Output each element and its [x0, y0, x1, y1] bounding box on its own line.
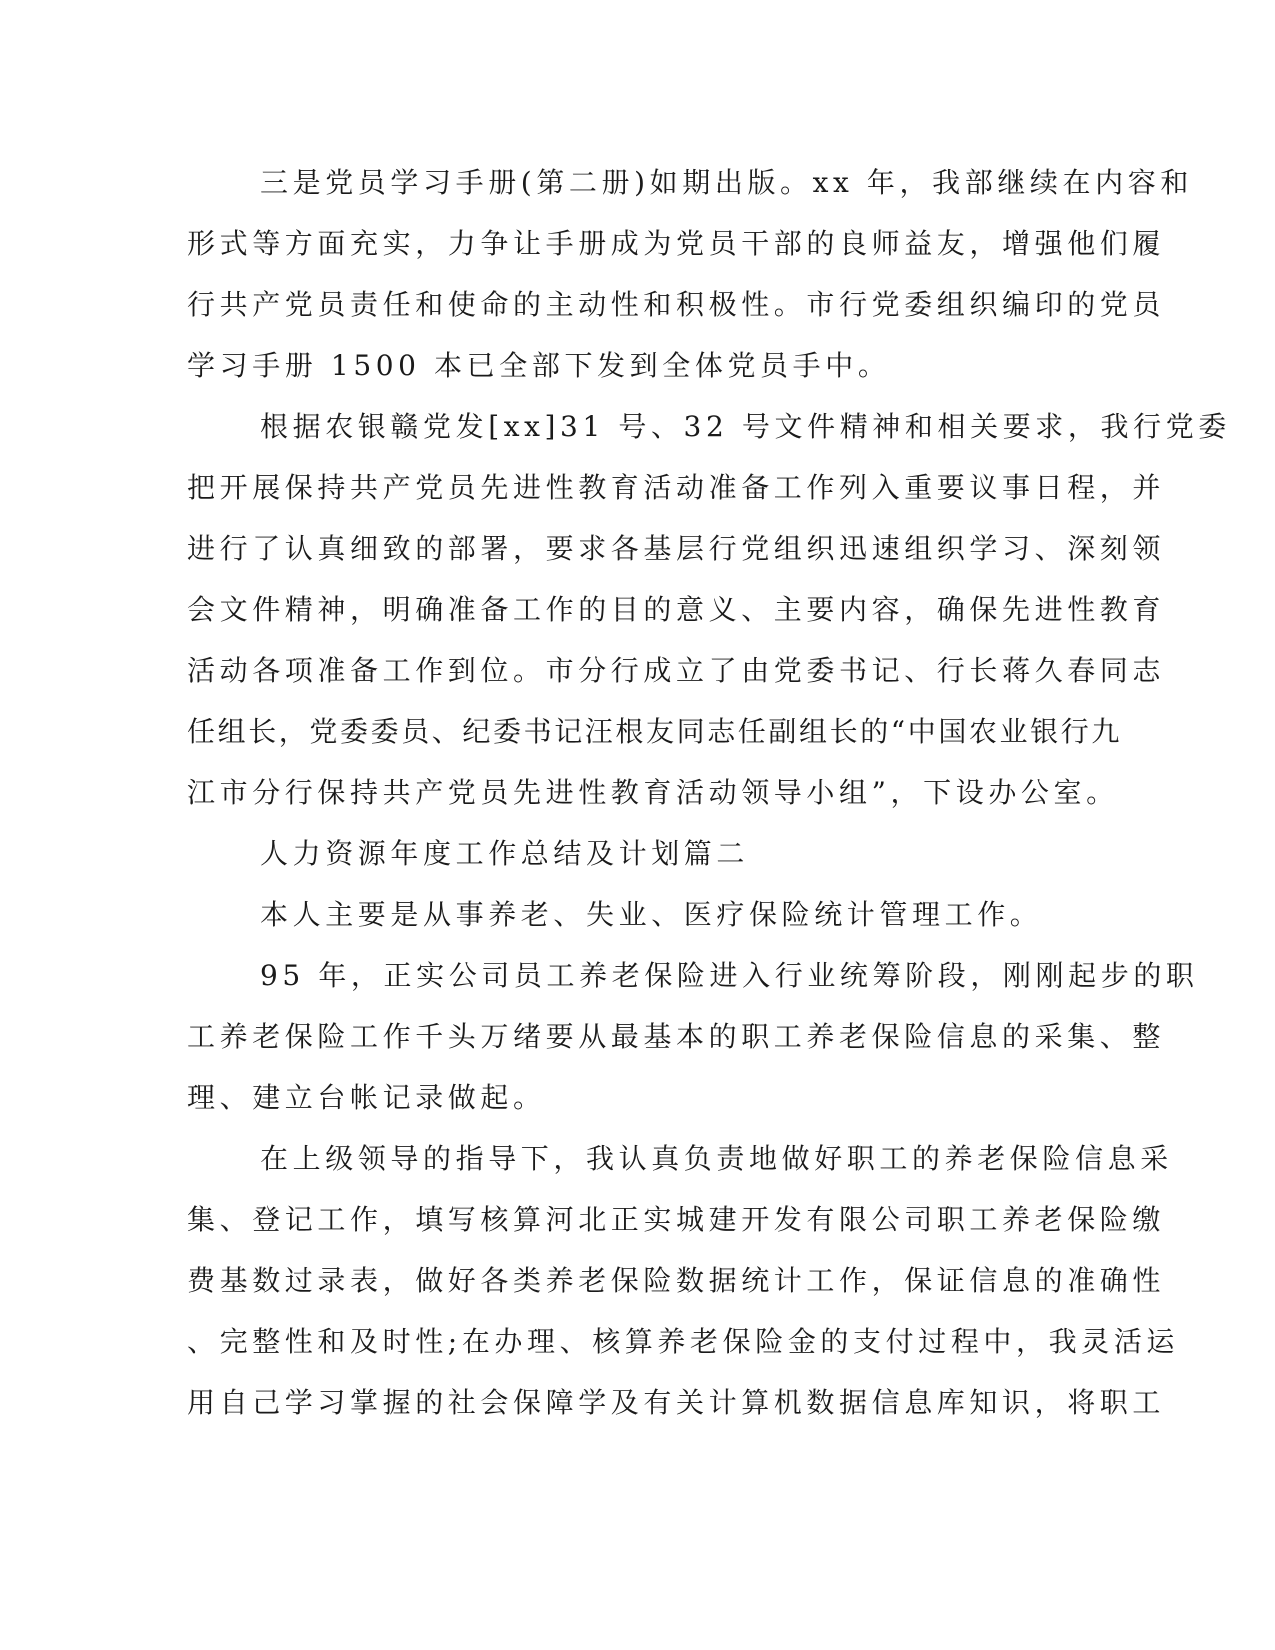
paragraph-line: 会文件精神，明确准备工作的目的意义、主要内容，确保先进性教育	[187, 593, 1166, 626]
paragraph-line: 把开展保持共产党员先进性教育活动准备工作列入重要议事日程，并	[187, 471, 1166, 504]
paragraph-line: 用自己学习掌握的社会保障学及有关计算机数据信息库知识，将职工	[187, 1386, 1166, 1419]
paragraph-line: 活动各项准备工作到位。市分行成立了由党委书记、行长蒋久春同志	[187, 654, 1166, 687]
paragraph-line: 理、建立台帐记录做起。	[187, 1081, 546, 1114]
paragraph-line: 学习手册 1500 本已全部下发到全体党员手中。	[187, 349, 891, 382]
paragraph-line: 在上级领导的指导下，我认真负责地做好职工的养老保险信息采	[260, 1142, 1173, 1175]
paragraph-line: 本人主要是从事养老、失业、医疗保险统计管理工作。	[260, 898, 1043, 931]
paragraph-line: 行共产党员责任和使命的主动性和积极性。市行党委组织编印的党员	[187, 288, 1166, 321]
paragraph-line: 进行了认真细致的部署，要求各基层行党组织迅速组织学习、深刻领	[187, 532, 1166, 565]
paragraph-line: 形式等方面充实，力争让手册成为党员干部的良师益友，增强他们履	[187, 227, 1166, 260]
document-body	[187, 152, 1231, 1433]
paragraph-line: 费基数过录表，做好各类养老保险数据统计工作，保证信息的准确性	[187, 1264, 1166, 1297]
section-heading: 人力资源年度工作总结及计划篇二	[260, 837, 750, 870]
paragraph-line: 任组长，党委委员、纪委书记汪根友同志任副组长的“中国农业银行九	[187, 715, 1122, 748]
paragraph-line: 根据农银赣党发[xx]31 号、32 号文件精神和相关要求，我行党委	[260, 410, 1231, 443]
paragraph-line: 工养老保险工作千头万绪要从最基本的职工养老保险信息的采集、整	[187, 1020, 1166, 1053]
paragraph-line: 、完整性和及时性;在办理、核算养老保险金的支付过程中，我灵活运	[187, 1325, 1180, 1358]
paragraph-line: 江市分行保持共产党员先进性教育活动领导小组”，下设办公室。	[187, 776, 1119, 809]
paragraph-line: 三是党员学习手册(第二册)如期出版。xx 年，我部继续在内容和	[260, 166, 1193, 199]
paragraph-line: 集、登记工作，填写核算河北正实城建开发有限公司职工养老保险缴	[187, 1203, 1166, 1236]
paragraph-line: 95 年，正实公司员工养老保险进入行业统筹阶段，刚刚起步的职	[260, 959, 1199, 992]
